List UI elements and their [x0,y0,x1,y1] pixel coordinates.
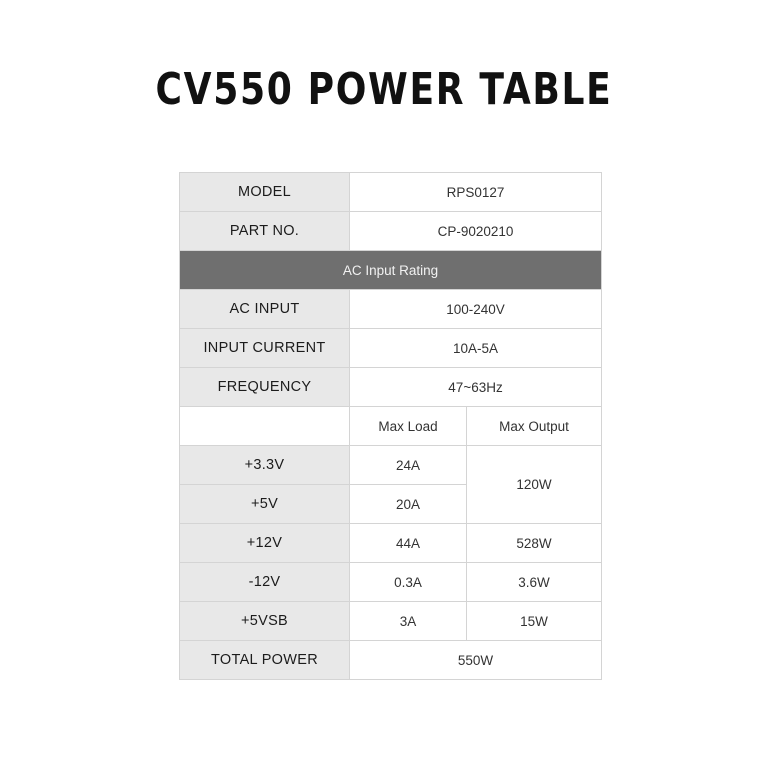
rail-label: +5VSB [180,602,350,641]
table-row-frequency [180,368,602,407]
part-no-value: CP-9020210 [350,212,602,251]
table-row-rail-12v [180,524,602,563]
rail-max-load: 24A [350,446,467,485]
max-load-header: Max Load [350,407,467,446]
ac-input-value: 100-240V [350,290,602,329]
power-table [179,172,602,680]
blank-header-cell [180,407,350,446]
rail-label: +5V [180,485,350,524]
table-row-model [180,173,602,212]
table-row-part-no [180,212,602,251]
rail-max-load: 0.3A [350,563,467,602]
frequency-value: 47~63Hz [350,368,602,407]
table-row-total-power [180,641,602,680]
ac-input-rating-header: AC Input Rating [180,251,602,290]
total-power-label: TOTAL POWER [180,641,350,680]
max-output-header: Max Output [467,407,602,446]
part-no-label: PART NO. [180,212,350,251]
table-row-rail-3v3 [180,446,602,485]
input-current-label: INPUT CURRENT [180,329,350,368]
rail-label: -12V [180,563,350,602]
page-title: CV550 POWER TABLE [155,64,613,115]
total-power-value: 550W [350,641,602,680]
table-row-rail-neg12v [180,563,602,602]
model-label: MODEL [180,173,350,212]
table-row-input-current [180,329,602,368]
ac-input-label: AC INPUT [180,290,350,329]
rail-max-load: 44A [350,524,467,563]
table-row-column-headers [180,407,602,446]
rail-max-load: 20A [350,485,467,524]
combined-max-output: 120W [467,446,602,524]
rail-max-output: 15W [467,602,602,641]
rail-max-output: 3.6W [467,563,602,602]
table-row-ac-section [180,251,602,290]
rail-label: +3.3V [180,446,350,485]
rail-max-output: 528W [467,524,602,563]
table-row-rail-5vsb [180,602,602,641]
rail-label: +12V [180,524,350,563]
input-current-value: 10A-5A [350,329,602,368]
model-value: RPS0127 [350,173,602,212]
table-row-ac-input [180,290,602,329]
frequency-label: FREQUENCY [180,368,350,407]
rail-max-load: 3A [350,602,467,641]
